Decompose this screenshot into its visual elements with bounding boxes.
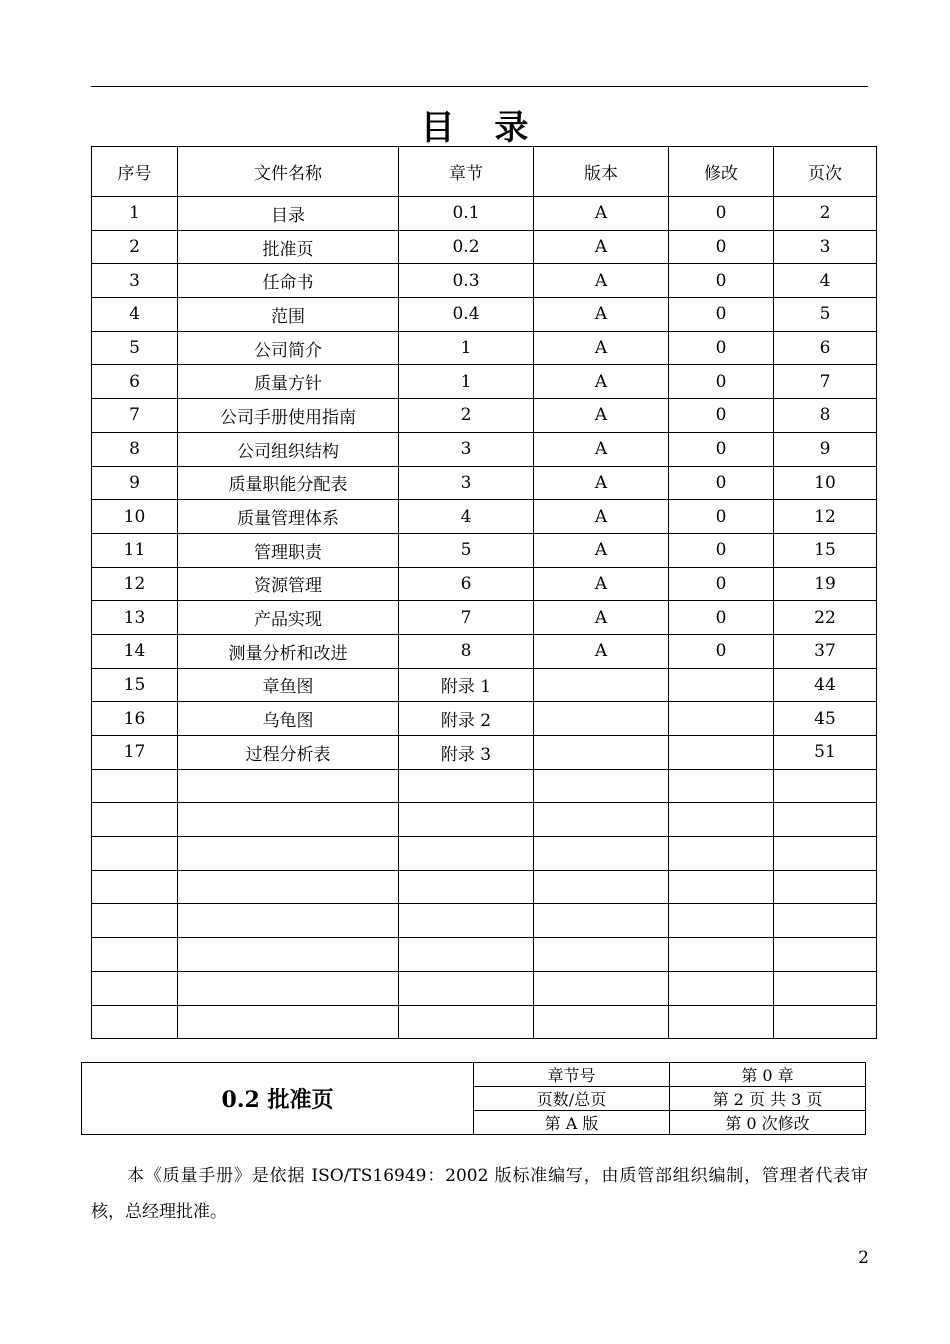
- table-row: [92, 230, 877, 264]
- header-box-label: 页数/总页: [474, 1087, 670, 1111]
- toc-cell-name: 范围: [178, 298, 399, 332]
- toc-cell-index: [92, 938, 178, 972]
- header-box-value: 第 0 章: [670, 1063, 866, 1087]
- toc-cell-name: 公司组织结构: [178, 432, 399, 466]
- toc-cell-page: [774, 904, 877, 938]
- toc-body: [92, 197, 877, 1039]
- toc-cell-version: [534, 870, 669, 904]
- toc-cell-version: [534, 769, 669, 803]
- toc-cell-index: [92, 1005, 178, 1039]
- toc-cell-chapter: 2: [399, 399, 534, 433]
- table-row: [92, 567, 877, 601]
- toc-cell-name: 质量方针: [178, 365, 399, 399]
- toc-cell-page: 4: [774, 264, 877, 298]
- table-row: [92, 634, 877, 668]
- toc-cell-page: [774, 938, 877, 972]
- toc-cell-name: 管理职责: [178, 533, 399, 567]
- toc-cell-chapter: [399, 938, 534, 972]
- toc-cell-index: 14: [92, 634, 178, 668]
- toc-cell-index: 15: [92, 668, 178, 702]
- toc-cell-version: [534, 1005, 669, 1039]
- toc-cell-page: 6: [774, 331, 877, 365]
- toc-cell-chapter: 6: [399, 567, 534, 601]
- toc-cell-page: 37: [774, 634, 877, 668]
- toc-cell-version: [534, 702, 669, 736]
- toc-cell-name: 任命书: [178, 264, 399, 298]
- toc-cell-revision: [669, 803, 774, 837]
- toc-cell-name: 测量分析和改进: [178, 634, 399, 668]
- toc-cell-revision: [669, 1005, 774, 1039]
- header-cell: 文件名称: [178, 147, 399, 197]
- toc-cell-name: [178, 837, 399, 871]
- toc-cell-name: [178, 971, 399, 1005]
- toc-cell-name: [178, 938, 399, 972]
- toc-cell-revision: [669, 938, 774, 972]
- toc-cell-index: [92, 904, 178, 938]
- table-row: [92, 432, 877, 466]
- toc-cell-version: [534, 803, 669, 837]
- toc-cell-page: [774, 870, 877, 904]
- toc-cell-page: [774, 803, 877, 837]
- header-cell: 版本: [534, 147, 669, 197]
- table-row: [92, 466, 877, 500]
- toc-cell-version: A: [534, 399, 669, 433]
- toc-cell-revision: [669, 971, 774, 1005]
- toc-cell-version: A: [534, 466, 669, 500]
- toc-cell-revision: 0: [669, 365, 774, 399]
- toc-cell-index: 9: [92, 466, 178, 500]
- table-row: [92, 769, 877, 803]
- toc-cell-revision: 0: [669, 601, 774, 635]
- toc-cell-chapter: 0.2: [399, 230, 534, 264]
- toc-cell-version: A: [534, 264, 669, 298]
- table-row: [92, 803, 877, 837]
- toc-cell-index: 5: [92, 331, 178, 365]
- table-row: [92, 331, 877, 365]
- toc-cell-version: A: [534, 500, 669, 534]
- toc-header-row: [92, 147, 877, 197]
- toc-cell-page: 51: [774, 736, 877, 770]
- toc-cell-version: A: [534, 197, 669, 231]
- table-row: [92, 500, 877, 534]
- toc-cell-index: [92, 837, 178, 871]
- toc-cell-revision: 0: [669, 197, 774, 231]
- toc-cell-page: 15: [774, 533, 877, 567]
- toc-cell-name: 资源管理: [178, 567, 399, 601]
- section-title: 0.2 批准页: [82, 1063, 474, 1135]
- table-row: [92, 399, 877, 433]
- toc-cell-chapter: 0.3: [399, 264, 534, 298]
- toc-cell-version: A: [534, 567, 669, 601]
- toc-cell-chapter: 附录 2: [399, 702, 534, 736]
- toc-cell-name: 产品实现: [178, 601, 399, 635]
- top-rule: [91, 86, 868, 87]
- toc-cell-index: [92, 971, 178, 1005]
- toc-cell-chapter: 3: [399, 466, 534, 500]
- toc-cell-name: [178, 1005, 399, 1039]
- header-box-value: 第 0 次修改: [670, 1111, 866, 1135]
- toc-cell-name: 过程分析表: [178, 736, 399, 770]
- toc-cell-revision: 0: [669, 432, 774, 466]
- toc-cell-version: A: [534, 298, 669, 332]
- toc-cell-index: 1: [92, 197, 178, 231]
- toc-cell-index: [92, 803, 178, 837]
- toc-cell-index: 10: [92, 500, 178, 534]
- toc-cell-version: A: [534, 634, 669, 668]
- toc-table: [91, 146, 877, 1039]
- toc-cell-name: 公司简介: [178, 331, 399, 365]
- toc-cell-chapter: [399, 971, 534, 1005]
- toc-cell-name: 质量职能分配表: [178, 466, 399, 500]
- toc-cell-page: 22: [774, 601, 877, 635]
- toc-cell-index: 7: [92, 399, 178, 433]
- toc-cell-page: 5: [774, 298, 877, 332]
- toc-cell-page: [774, 769, 877, 803]
- header-cell: 章节: [399, 147, 534, 197]
- toc-cell-version: A: [534, 432, 669, 466]
- toc-cell-revision: [669, 736, 774, 770]
- toc-cell-revision: [669, 870, 774, 904]
- toc-cell-revision: 0: [669, 533, 774, 567]
- toc-cell-page: 8: [774, 399, 877, 433]
- toc-cell-index: 6: [92, 365, 178, 399]
- toc-cell-index: 11: [92, 533, 178, 567]
- toc-cell-chapter: 7: [399, 601, 534, 635]
- header-box-label: 章节号: [474, 1063, 670, 1087]
- toc-cell-name: 章鱼图: [178, 668, 399, 702]
- toc-cell-chapter: 0.1: [399, 197, 534, 231]
- toc-cell-version: A: [534, 365, 669, 399]
- table-row: [92, 736, 877, 770]
- toc-cell-chapter: [399, 904, 534, 938]
- toc-cell-page: 7: [774, 365, 877, 399]
- table-row: [92, 197, 877, 231]
- toc-cell-revision: 0: [669, 399, 774, 433]
- approval-paragraph: 本《质量手册》是依据 ISO/TS16949：2002 版标准编写，由质管部组织编制，管理者代表审核，总经理批准。: [91, 1166, 868, 1222]
- toc-cell-page: 12: [774, 500, 877, 534]
- toc-cell-page: 2: [774, 197, 877, 231]
- toc-cell-name: 目录: [178, 197, 399, 231]
- toc-cell-revision: 0: [669, 230, 774, 264]
- toc-cell-chapter: [399, 1005, 534, 1039]
- toc-cell-index: [92, 769, 178, 803]
- table-row: [92, 1005, 877, 1039]
- toc-cell-chapter: [399, 769, 534, 803]
- toc-cell-revision: 0: [669, 264, 774, 298]
- toc-cell-page: 19: [774, 567, 877, 601]
- toc-cell-name: 批准页: [178, 230, 399, 264]
- toc-cell-name: 公司手册使用指南: [178, 399, 399, 433]
- toc-cell-chapter: 8: [399, 634, 534, 668]
- table-row: [92, 702, 877, 736]
- toc-cell-name: 乌龟图: [178, 702, 399, 736]
- toc-cell-version: A: [534, 331, 669, 365]
- toc-cell-page: [774, 971, 877, 1005]
- table-row: [92, 533, 877, 567]
- header-cell: 页次: [774, 147, 877, 197]
- toc-cell-chapter: [399, 803, 534, 837]
- header-cell: 修改: [669, 147, 774, 197]
- header-cell: 序号: [92, 147, 178, 197]
- toc-cell-page: 3: [774, 230, 877, 264]
- toc-cell-version: A: [534, 601, 669, 635]
- toc-cell-name: [178, 769, 399, 803]
- toc-cell-revision: [669, 702, 774, 736]
- toc-cell-revision: 0: [669, 331, 774, 365]
- toc-cell-version: A: [534, 533, 669, 567]
- toc-cell-chapter: 附录 3: [399, 736, 534, 770]
- section-header-box: [81, 1062, 866, 1135]
- table-row: [92, 601, 877, 635]
- toc-cell-page: 44: [774, 668, 877, 702]
- toc-cell-version: [534, 938, 669, 972]
- toc-cell-chapter: 0.4: [399, 298, 534, 332]
- table-row: [92, 971, 877, 1005]
- table-row: [92, 837, 877, 871]
- toc-cell-chapter: [399, 870, 534, 904]
- page-number: 2: [858, 1248, 869, 1268]
- toc-cell-index: 12: [92, 567, 178, 601]
- toc-cell-revision: 0: [669, 567, 774, 601]
- toc-cell-revision: [669, 668, 774, 702]
- toc-cell-name: [178, 803, 399, 837]
- table-row: [92, 298, 877, 332]
- toc-cell-revision: 0: [669, 298, 774, 332]
- table-row: [92, 904, 877, 938]
- table-row: [92, 668, 877, 702]
- header-box-label: 第 A 版: [474, 1111, 670, 1135]
- toc-cell-revision: [669, 837, 774, 871]
- toc-cell-chapter: 5: [399, 533, 534, 567]
- toc-cell-index: 2: [92, 230, 178, 264]
- toc-cell-name: [178, 904, 399, 938]
- table-row: [92, 365, 877, 399]
- toc-cell-revision: 0: [669, 634, 774, 668]
- toc-cell-chapter: 附录 1: [399, 668, 534, 702]
- toc-cell-page: [774, 1005, 877, 1039]
- header-box-value: 第 2 页 共 3 页: [670, 1087, 866, 1111]
- toc-cell-index: 13: [92, 601, 178, 635]
- toc-cell-chapter: 3: [399, 432, 534, 466]
- toc-cell-version: [534, 971, 669, 1005]
- toc-cell-index: 4: [92, 298, 178, 332]
- toc-cell-chapter: [399, 837, 534, 871]
- toc-cell-revision: [669, 904, 774, 938]
- toc-cell-index: 3: [92, 264, 178, 298]
- toc-cell-page: 9: [774, 432, 877, 466]
- toc-cell-page: [774, 837, 877, 871]
- toc-cell-index: 17: [92, 736, 178, 770]
- toc-cell-version: A: [534, 230, 669, 264]
- toc-cell-revision: 0: [669, 466, 774, 500]
- toc-cell-chapter: 4: [399, 500, 534, 534]
- toc-cell-index: 16: [92, 702, 178, 736]
- toc-cell-name: 质量管理体系: [178, 500, 399, 534]
- toc-cell-revision: [669, 769, 774, 803]
- toc-cell-page: 45: [774, 702, 877, 736]
- toc-cell-page: 10: [774, 466, 877, 500]
- toc-title: 目 录: [420, 108, 543, 148]
- toc-cell-version: [534, 668, 669, 702]
- toc-cell-index: 8: [92, 432, 178, 466]
- toc-cell-name: [178, 870, 399, 904]
- toc-cell-chapter: 1: [399, 365, 534, 399]
- toc-cell-version: [534, 904, 669, 938]
- toc-cell-revision: 0: [669, 500, 774, 534]
- toc-cell-chapter: 1: [399, 331, 534, 365]
- table-row: [92, 870, 877, 904]
- table-row: [92, 938, 877, 972]
- table-row: [92, 264, 877, 298]
- toc-cell-version: [534, 736, 669, 770]
- toc-cell-index: [92, 870, 178, 904]
- toc-cell-version: [534, 837, 669, 871]
